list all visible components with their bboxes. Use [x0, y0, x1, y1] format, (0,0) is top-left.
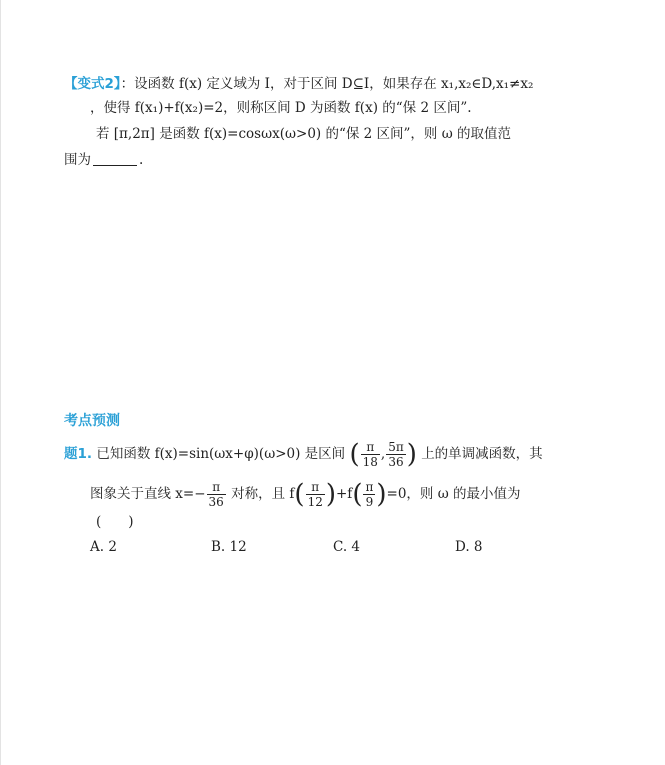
option-a[interactable]: A. 2: [90, 539, 117, 555]
variant-line-1: [64, 74, 533, 94]
variant-text-4-post: .: [139, 152, 144, 168]
option-b[interactable]: B. 12: [211, 539, 247, 555]
answer-paren[interactable]: ( ): [96, 514, 134, 530]
fraction-pi-12: $\frac{\pi}{12}$: [307, 480, 323, 509]
fraction-5pi-36: $\frac{5\pi}{36}$: [388, 440, 404, 469]
page-border: [0, 0, 1, 765]
option-c[interactable]: C. 4: [333, 539, 361, 555]
question-text-2b: 对称，且 f: [231, 486, 295, 502]
close-paren: ): [406, 439, 417, 470]
question-text-2d: =0，则 ω 的最小值为: [386, 486, 521, 502]
variant-tag: 【变式2】: [64, 76, 121, 92]
answer-blank[interactable]: [93, 151, 137, 166]
variant-text-2: ，使得 f(x₁)+f(x₂)=2，则称区间 D 为函数 f(x) 的“保 2 区间”.: [90, 100, 472, 116]
fraction-pi-9: $\frac{\pi}{9}$: [365, 480, 374, 509]
question-text-1a: 已知函数 f(x)=sin(ωx+φ)(ω>0) 是区间: [96, 446, 346, 462]
open-paren: (: [349, 439, 360, 470]
fraction-pi-18: $\frac{\pi}{18}$: [362, 440, 378, 469]
variant-line-4: [64, 150, 143, 170]
fraction-pi-36: $\frac{\pi}{36}$: [208, 480, 224, 509]
question-line-1: [64, 440, 543, 469]
question-line-2: 图象关于直线 x=− $\frac{\pi}{36}$ 对称，且 f( $\frac{\pi}{12}$ )+f( $\frac{\pi}{9}$ )=0，则 ω 的最小值为: [90, 479, 521, 510]
question-text-2a: 图象关于直线 x=−: [90, 486, 206, 502]
question-text-1b: 上的单调减函数，其: [421, 446, 543, 462]
section-title: 考点预测: [64, 413, 120, 429]
variant-text-3: 若 [π,2π] 是函数 f(x)=cosωx(ω>0) 的“保 2 区间”，则 ω 的取值范: [96, 126, 512, 142]
question-label: 题1.: [64, 446, 93, 462]
option-d[interactable]: D. 8: [455, 539, 483, 555]
variant-text-4-pre: 围为: [64, 152, 91, 168]
comma: ,: [380, 446, 386, 462]
question-text-2c: +f: [336, 486, 353, 502]
variant-line-3: [96, 124, 511, 144]
variant-text-1: ：设函数 f(x) 定义域为 I，对于区间 D⊆I，如果存在 x₁,x₂∈D,x₁≠x₂: [120, 76, 534, 92]
variant-line-2: [90, 98, 472, 118]
